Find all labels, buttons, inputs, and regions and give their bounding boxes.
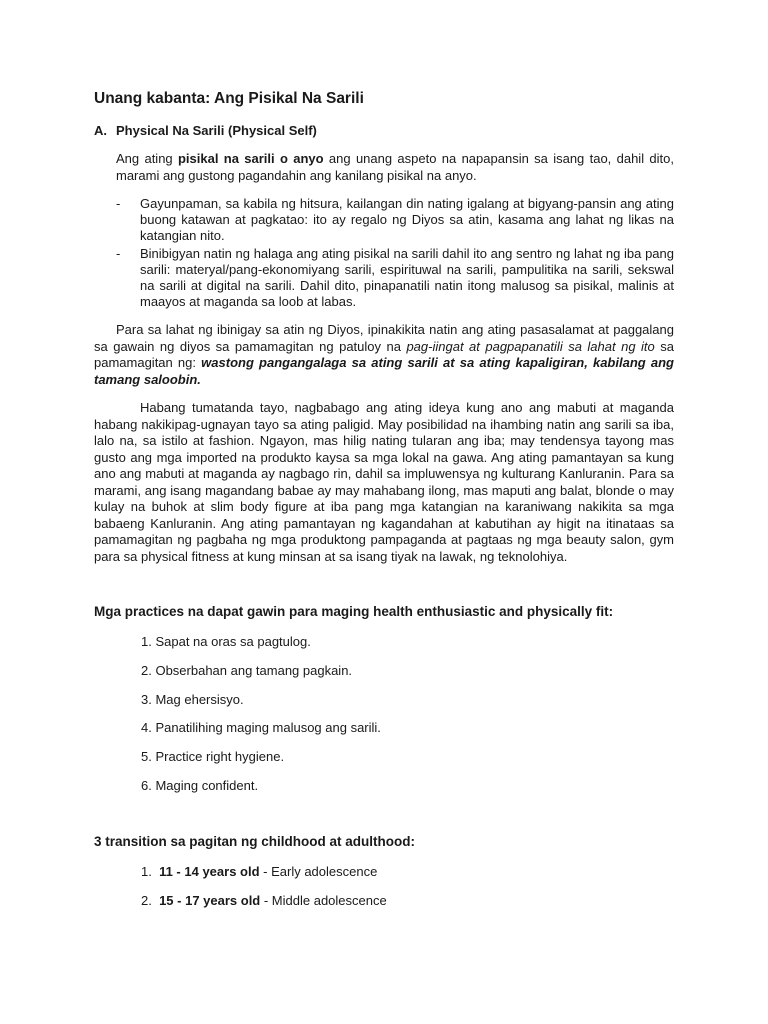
bullet-text: Gayunpaman, sa kabila ng hitsura, kailangan din nating igalang at bigyang-pansin ang ating buong katawan at pagkatao: ito ay regalo ng Diyos sa atin, kasama ang lahat ng likas na katangian nito. <box>140 196 674 244</box>
practices-list <box>141 634 381 807</box>
list-item <box>141 864 387 893</box>
transition-heading: 3 transition sa pagitan ng childhood at adulthood: <box>94 834 415 849</box>
stage-label: - Middle adolescence <box>260 892 387 908</box>
item-number: 1. <box>141 864 152 879</box>
age-range: 15 - 17 years old <box>159 892 261 908</box>
list-item: 3. Mag ehersisyo. <box>141 691 244 707</box>
para2-bold-italic: wastong pangangalaga sa ating sarili at sa ating kapaligiran, kabilang ang tamang saloobin. <box>94 355 674 387</box>
stage-label: - Early adolescence <box>259 864 378 879</box>
intro-paragraph <box>116 151 674 184</box>
intro-after: ang unang aspeto na napapansin sa isang tao, dahil dito, marami ang gustong pagandahin ang kanilang pisikal na anyo. <box>116 151 674 183</box>
list-item: 5. Practice right hygiene. <box>141 749 285 765</box>
bullet-dash: - <box>116 245 121 261</box>
para3-text: Habang tumatanda tayo, nagbabago ang ating ideya kung ano ang mabuti at maganda habang nakikipag-ugnayan tayo sa ating paligid. May posibilidad na ihambing natin ang sarili sa iba, lalo na, sa istilo at fashion. Ngayon, mas hilig nating tularan ang iba; may tendensya tayong mas gusto ang mga imported na produkto kaysa sa mga lokal na gawa. Ang ating pamantayan sa kung ano ang mabuti at maganda ay nagbago rin, dahil sa impluwensya ng kulturang Kanluranin. Para sa marami, ang isang magandang babae ay may mahabang ilong, mas maputi ang balat, blonde o may kulay na buhok at slim body figure at iba pang mga katangian na karaniwang nakikita sa mga babaeng Kanluranin. Ang ating pamantayan ng kagandahan at kabutihan ay higit na itinataas sa pamamagitan ng pagbaha ng mga produktong pampaganda at pagtaas ng mga beauty salon, gym para sa physical fitness at kung minsan at sa isang tiyak na lawak, ng teknolohiya. <box>94 400 674 564</box>
page-title: Unang kabanta: Ang Pisikal Na Sarili <box>94 90 364 107</box>
transition-list <box>141 864 387 921</box>
bullet-list <box>116 196 674 310</box>
item-number: 2. <box>141 892 152 908</box>
list-item: 6. Maging confident. <box>141 777 259 793</box>
list-item: 2. Obserbahan ang tamang pagkain. <box>141 662 353 678</box>
para2-italic: pag-iingat at pagpapanatili sa lahat ng ito <box>406 338 655 354</box>
bullet-item <box>116 196 674 245</box>
list-item: 4. Panatilihing maging malusog ang sarili. <box>141 720 381 736</box>
list-item: 1. Sapat na oras sa pagtulog. <box>141 634 311 649</box>
para2-middle: sa pamamagitan ng: <box>94 338 674 370</box>
practices-heading: Mga practices na dapat gawin para maging health enthusiastic and physically fit: <box>94 604 614 619</box>
standards-paragraph <box>94 400 674 565</box>
age-range: 11 - 14 years old <box>159 864 260 879</box>
gratitude-paragraph <box>94 322 674 388</box>
section-letter: A. <box>94 123 107 138</box>
intro-bold: pisikal na sarili o anyo <box>177 151 324 166</box>
list-item <box>141 893 387 922</box>
bullet-dash: - <box>116 196 121 211</box>
section-a-heading <box>94 123 317 138</box>
bullet-item <box>116 246 674 311</box>
section-heading-text: Physical Na Sarili (Physical Self) <box>116 123 317 138</box>
para2-start: Para sa lahat ng ibinigay sa atin ng Diyos, ipinakikita natin ang ating pasasalamat at paggalang sa gawain ng diyos sa pamamagitan ng patuloy na <box>94 322 674 354</box>
bullet-text: Binibigyan natin ng halaga ang ating pisikal na sarili dahil ito ang sentro ng lahat ng iba pang sarili: materyal/pang-ekonomiyang sarili, espirituwal na sarili, pampulitika na sarili, sekswal na sarili at digital na sarili. Dahil dito, pinapanatili natin itong malusog sa pisikal, malinis at maayos at maganda sa loob at labas. <box>140 245 674 310</box>
intro-before: Ang ating <box>116 151 178 166</box>
